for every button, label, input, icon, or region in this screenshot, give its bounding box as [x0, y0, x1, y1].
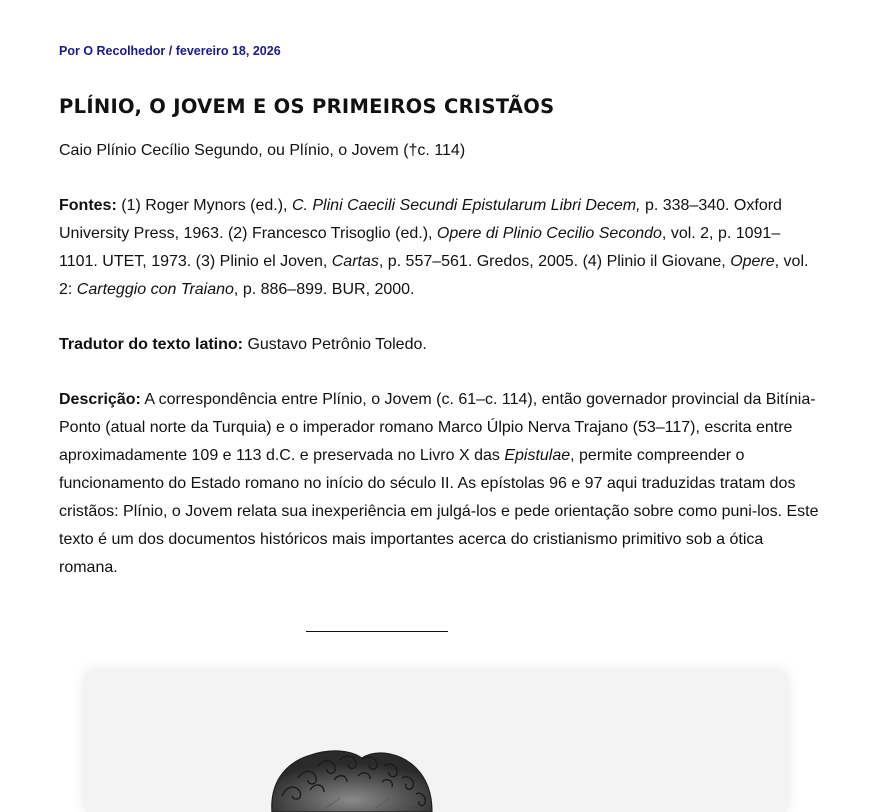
translator-name: Gustavo Petrônio Toledo. [243, 336, 427, 353]
sources-text-6: , p. 886–899. BUR, 2000. [233, 281, 415, 298]
sources-book-1: C. Plini Caecili Secundi Epistularum Libri Decem, [291, 197, 641, 214]
description-label: Descrição: [59, 391, 141, 408]
author-link[interactable]: O Recolhedor [83, 44, 166, 58]
post-meta [59, 44, 281, 58]
portrait-image [86, 672, 786, 812]
translator-paragraph [59, 331, 819, 359]
sources-book-4: Opere [730, 253, 775, 270]
engraved-portrait-icon [86, 672, 786, 812]
sources-paragraph [59, 192, 819, 304]
sources-book-2: Opere di Plinio Cecilio Secondo [436, 225, 662, 242]
sources-text-4: , p. 557–561. Gredos, 2005. (4) Plinio il Giovane, [378, 253, 731, 270]
description-italic: Epistulae [504, 447, 571, 464]
subtitle: Caio Plínio Cecílio Segundo, ou Plínio, o Jovem (†c. 114) [59, 142, 466, 159]
sources-book-5: Carteggio con Traiano [76, 281, 234, 298]
description-text-2: , permite compreender o funcionamento do Estado romano no início do século II. As epístolas 96 e 97 aqui traduzidas tratam dos cristãos: Plínio, o Jovem relata sua inexperiência em julgá-los e pede orientação sobre como puni-los. Este texto é um dos documentos históricos mais importantes acerca do cristianismo primitivo sob a ótica romana. [59, 447, 819, 576]
meta-prefix: Por [59, 44, 84, 58]
page-title: PLÍNIO, O JOVEM E OS PRIMEIROS CRISTÃOS [59, 95, 555, 118]
sources-text-3: , vol. 2, p. 1091–1101. UTET, 1973. (3) Plinio el Joven, [59, 225, 781, 270]
meta-separator: / [165, 44, 176, 58]
sources-text-2: p. 338–340. Oxford University Press, 1963. (2) Francesco Trisoglio (ed.), [59, 197, 782, 242]
sources-label: Fontes: [59, 197, 117, 214]
date-link[interactable]: fevereiro 18, 2026 [175, 44, 281, 58]
description-text-1: A correspondência entre Plínio, o Jovem (c. 61–c. 114), então governador provincial da Bitínia-Ponto (atual norte da Turquia) e o imperador romano Marco Úlpio Nerva Trajano (53–117), escrita entre aproximadamente 109 e 113 d.C. e preservada no Livro X das [59, 391, 816, 464]
section-divider [306, 631, 448, 632]
sources-book-3: Cartas [331, 253, 379, 270]
description-paragraph [59, 386, 819, 582]
translator-label: Tradutor do texto latino: [59, 336, 243, 353]
sources-text-1: (1) Roger Mynors (ed.), [116, 197, 292, 214]
sources-text-5: , vol. 2: [59, 253, 809, 298]
